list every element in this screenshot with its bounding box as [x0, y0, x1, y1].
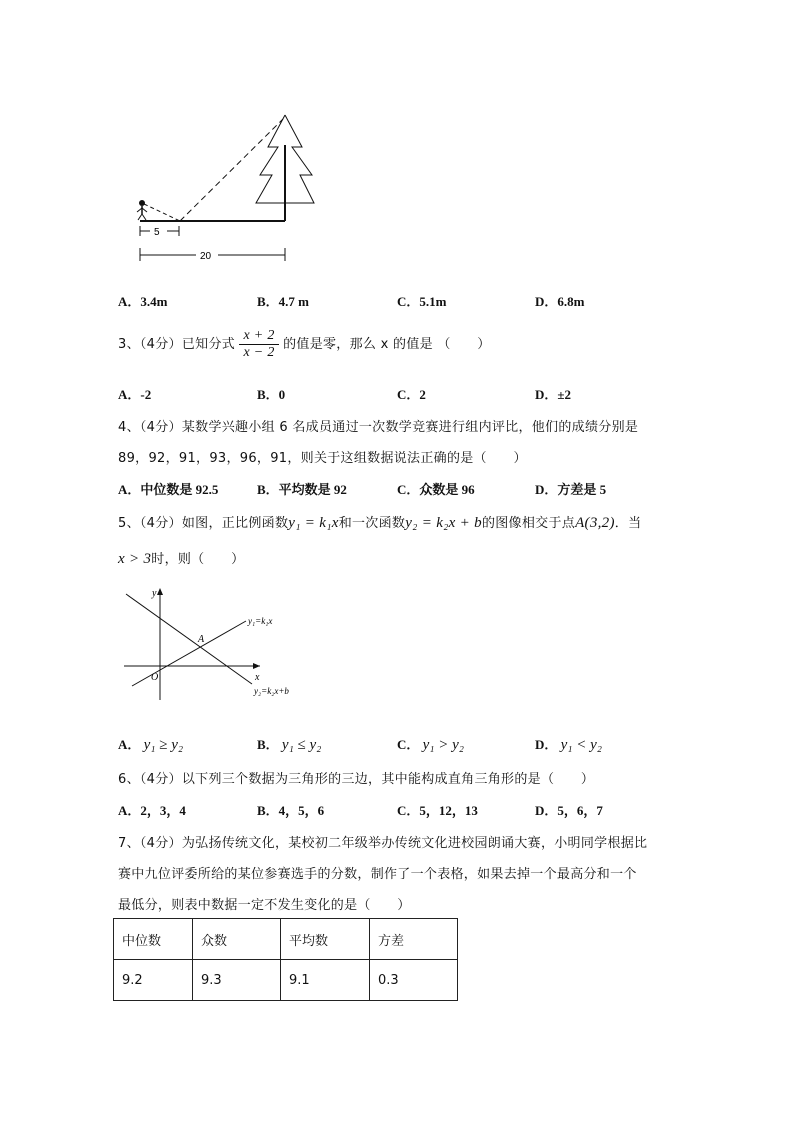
value-mode: 9.3 — [193, 960, 281, 1001]
sight-line-up — [180, 119, 283, 221]
question-3: 3、（4分）已知分式 $\frac{x + 2}{x - 2}$ 的值是零，那么 x 的值是 （ ） — [118, 328, 491, 360]
q6-option-d: D．5，6，7 — [535, 803, 603, 818]
q3-option-b: B．0 — [257, 387, 286, 402]
q2-option-c: C．5.1m — [397, 294, 447, 309]
value-median: 9.2 — [114, 960, 193, 1001]
question-7-line2: 赛中九位评委所给的某位参赛选手的分数，制作了一个表格，如果去掉一个最高分和一个 — [118, 867, 637, 882]
label-5: 5 — [154, 227, 160, 238]
origin-label: O — [151, 672, 159, 683]
y-axis-label: y — [152, 588, 157, 599]
table-row — [114, 960, 458, 1001]
q5-option-d: D． y₁ < y₂ — [535, 737, 603, 753]
value-variance: 0.3 — [370, 960, 458, 1001]
q2-option-a: A．3.4m — [118, 294, 168, 309]
q6-option-a: A．2，3，4 — [118, 803, 186, 818]
q5-option-b: B． y₁ ≤ y₂ — [257, 737, 322, 753]
sight-line-down — [144, 204, 180, 221]
x-axis-label: x — [255, 672, 260, 683]
q4-option-d: D．方差是 5 — [535, 482, 607, 497]
header-variance: 方差 — [370, 919, 458, 960]
stats-table — [113, 918, 458, 1001]
q3-option-c: C．2 — [397, 387, 426, 402]
q3-option-d: D．±2 — [535, 387, 572, 402]
q4-option-a: A．中位数是 92.5 — [118, 482, 219, 497]
question-6: 6、（4分）以下列三个数据为三角形的三边，其中能构成直角三角形的是（ ） — [118, 772, 595, 787]
q2-option-d: D．6.8m — [535, 294, 585, 309]
q3-option-a: A．-2 — [118, 387, 152, 402]
q5-option-a: A． y₁ ≥ y₂ — [118, 737, 184, 753]
label-20: 20 — [200, 251, 212, 262]
question-7-line1: 7、（4分）为弘扬传统文化，某校初二年级举办传统文化进校园朗诵大赛，小明同学根据比 — [118, 836, 648, 851]
person-head — [139, 200, 145, 206]
line-y1-label: y₁=k₁x — [248, 616, 273, 626]
fraction: $\frac{x + 2}{x - 2}$ — [239, 328, 278, 361]
q6-option-b: B．4，5，6 — [257, 803, 325, 818]
question-7-line3: 最低分，则表中数据一定不发生变化的是（ ） — [118, 898, 411, 913]
value-mean: 9.1 — [281, 960, 370, 1001]
question-4-line2: 89，92，91，93，96，91，则关于这组数据说法正确的是（ ） — [118, 451, 527, 466]
q5-option-c: C． y₁ > y₂ — [397, 737, 465, 753]
line-y1 — [132, 621, 246, 686]
table-header-row — [114, 919, 458, 960]
question-5-line1: 5、（4分）如图，正比例函数y₁ = k₁x和一次函数y₂ = k₂x + b的图像相交于点A(3,2)．当 — [118, 515, 642, 531]
line-y2 — [126, 594, 252, 684]
tree-shadow-figure — [120, 105, 320, 265]
header-mean: 平均数 — [281, 919, 370, 960]
header-median: 中位数 — [114, 919, 193, 960]
question-4-line1: 4、（4分）某数学兴趣小组 6 名成员通过一次数学竞赛进行组内评比，他们的成绩分别是 — [118, 420, 639, 435]
q5-graph — [118, 582, 318, 702]
question-5-line2: x > 3时，则（ ） — [118, 551, 245, 567]
header-mode: 众数 — [193, 919, 281, 960]
line-y2-label: y₂=k₂x+b — [254, 686, 289, 696]
q2-option-b: B．4.7 m — [257, 294, 310, 309]
q4-option-c: C．众数是 96 — [397, 482, 475, 497]
point-a-label: A — [198, 634, 205, 645]
q4-option-b: B．平均数是 92 — [257, 482, 347, 497]
q6-option-c: C．5，12，13 — [397, 803, 478, 818]
